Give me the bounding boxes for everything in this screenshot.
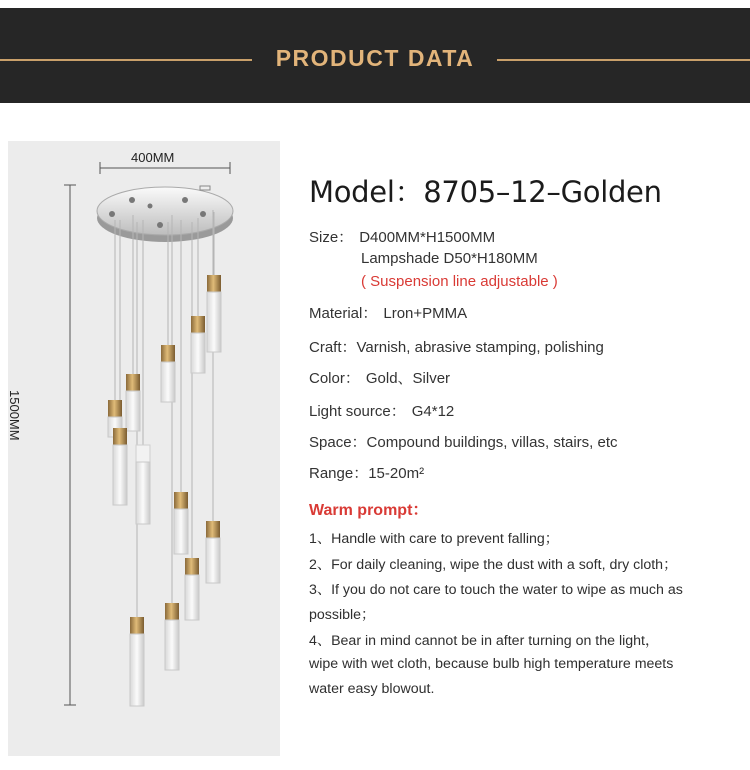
spec-light-value: G4*12: [411, 403, 455, 420]
spec-suspension-note: ( Suspension line adjustable ): [361, 273, 558, 290]
spec-light-label: Light source：: [309, 403, 406, 420]
pendant-1: [207, 275, 221, 352]
spec-material: [309, 302, 467, 323]
spec-range-label: Range：: [309, 465, 369, 482]
model-title: Model：8705–12–Golden: [309, 175, 662, 209]
warm-line-6: wipe with wet cloth, because bulb high temperature meets: [309, 656, 674, 672]
spec-size-value: D400MM*H1500MM: [359, 229, 496, 246]
spec-color: [309, 367, 450, 388]
spec-space: [309, 431, 618, 452]
spec-color-label: Color：: [309, 370, 360, 387]
spec-material-value: Lron+PMMA: [383, 305, 468, 322]
warm-line-5: 4、Bear in mind cannot be in after turning on the light，: [309, 633, 660, 649]
spec-size-label: Size：: [309, 229, 354, 246]
spec-range: [309, 462, 424, 483]
spec-color-value: Gold、Silver: [365, 370, 451, 387]
pendant-12: [130, 617, 144, 706]
pendant-10: [185, 558, 199, 620]
height-dimension-line: [64, 185, 76, 705]
spec-space-label: Space：: [309, 434, 367, 451]
spec-craft-label: Craft：: [309, 339, 357, 356]
spec-space-value: Compound buildings, villas, stairs, etc: [366, 434, 618, 451]
banner-title: PRODUCT DATA: [275, 45, 475, 71]
spec-lampshade: Lampshade D50*H180MM: [361, 250, 538, 267]
warm-line-7: water easy blowout.: [309, 681, 435, 697]
pendant-4: [126, 374, 140, 431]
pendant-lights: [108, 275, 221, 706]
spec-craft-value: Varnish, abrasive stamping, polishing: [356, 339, 604, 356]
spec-size: [309, 226, 495, 247]
warm-line-2: 2、For daily cleaning, wipe the dust with a soft, dry cloth；: [309, 557, 678, 573]
spec-range-value: 15-20m²: [368, 465, 425, 482]
warm-line-3: 3、If you do not care to touch the water to wipe as much as: [309, 582, 683, 598]
pendant-6: [113, 428, 127, 505]
pendant-9: [206, 521, 220, 583]
chandelier-illustration: [0, 0, 290, 770]
pendant-11: [165, 603, 179, 670]
pendant-2: [191, 316, 205, 373]
warm-line-1: 1、Handle with care to prevent falling；: [309, 531, 559, 547]
banner-divider-right: [497, 59, 750, 61]
height-label: 1500MM: [7, 390, 22, 441]
pendant-7: [136, 445, 150, 524]
spec-material-label: Material：: [309, 305, 378, 322]
pendant-8: [174, 492, 188, 554]
pendant-3: [161, 345, 175, 402]
spec-light-source: [309, 400, 454, 421]
warm-line-4: possible；: [309, 607, 376, 623]
warm-prompt-title: Warm prompt：: [309, 502, 429, 519]
width-label: 400MM: [131, 150, 175, 165]
spec-craft: [309, 336, 604, 357]
